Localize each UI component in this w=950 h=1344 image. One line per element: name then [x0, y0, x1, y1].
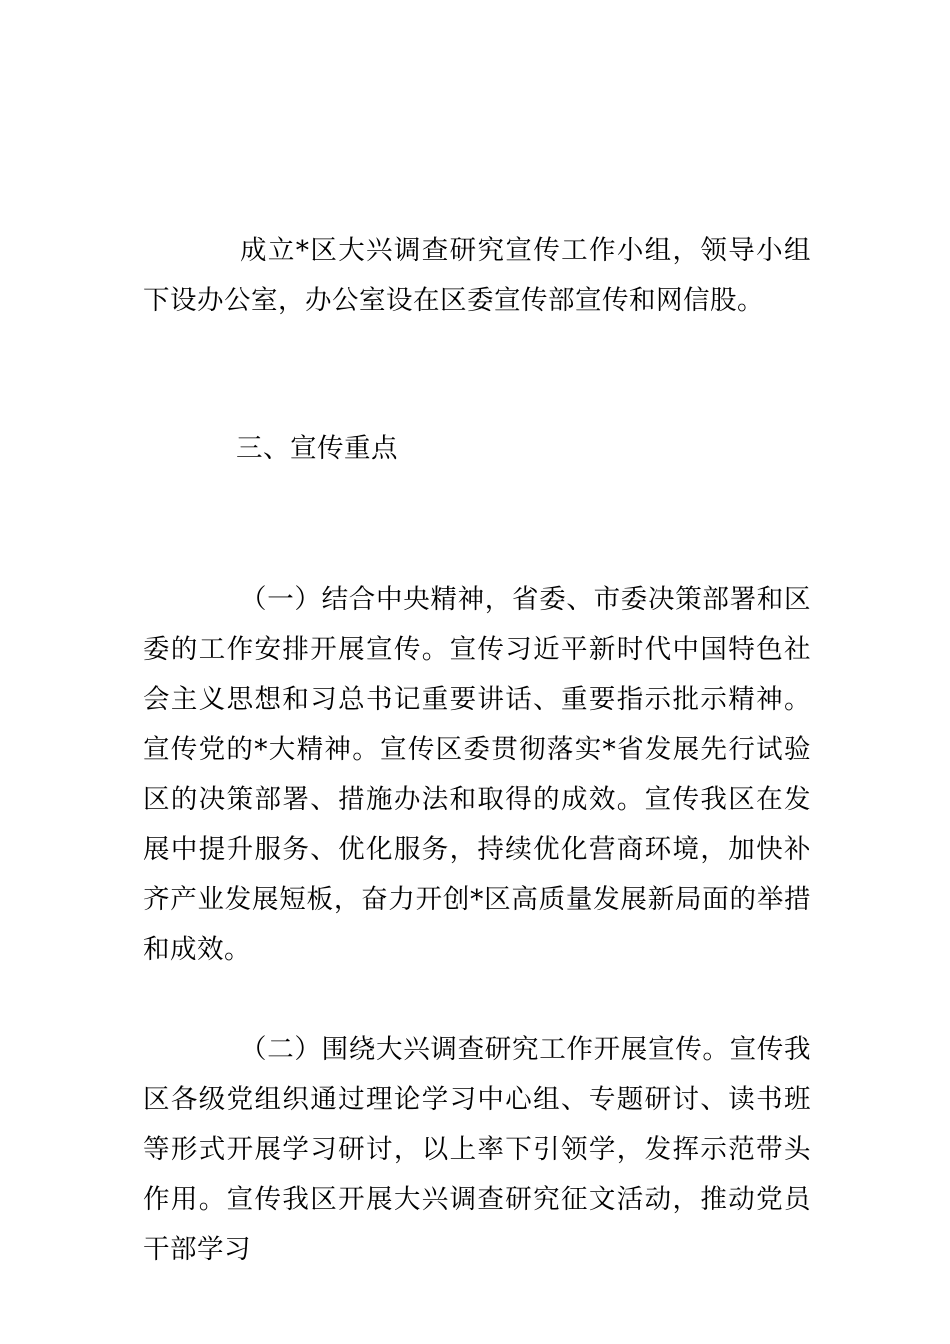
paragraph-research-publicity: （二）围绕大兴调查研究工作开展宣传。宣传我区各级党组织通过理论学习中心组、专题研讨、读书班等形式开展学习研讨，以上率下引领学，发挥示范带头作用。宣传我区开展大兴调查研究征文活动，推动党员干部学习: [143, 1034, 811, 1265]
paragraph-central-spirit: （一）结合中央精神，省委、市委决策部署和区委的工作安排开展宣传。宣传习近平新时代中国特色社会主义思想和习总书记重要讲话、重要指示批示精神。宣传党的*大精神。宣传区委贯彻落实*省发展先行试验区的决策部署、措施办法和取得的成效。宣传我区在发展中提升服务、优化服务，持续优化营商环境，加快补齐产业发展短板，奋力开创*区高质量发展新局面的举措和成效。: [143, 584, 811, 965]
paragraph-leading-group: 成立*区大兴调查研究宣传工作小组，领导小组下设办公室，办公室设在区委宣传部宣传和网信股。: [143, 235, 811, 316]
section-heading-publicity-focus: 三、宣传重点: [236, 433, 398, 464]
